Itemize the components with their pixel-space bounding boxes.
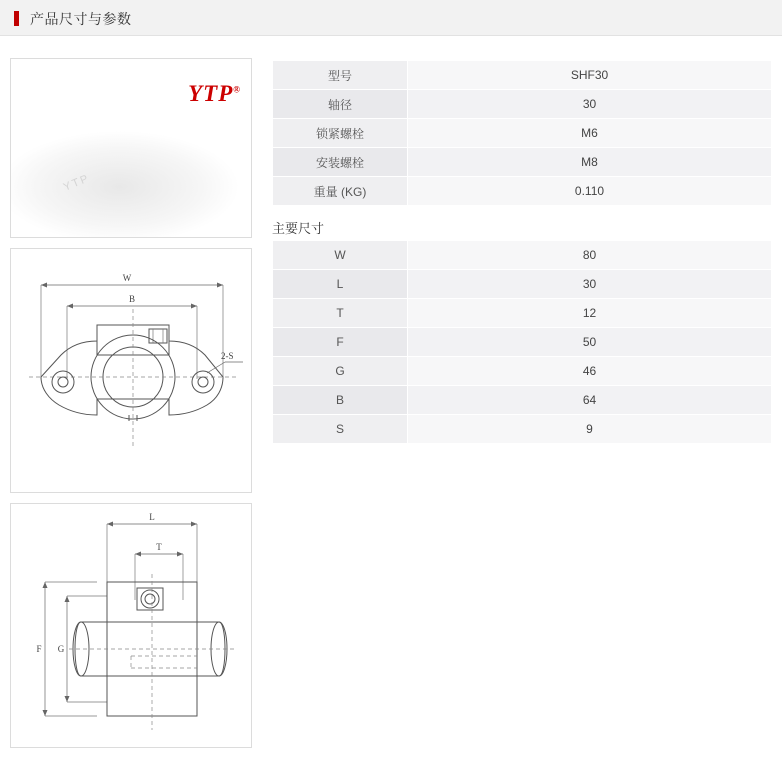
page-header (0, 0, 782, 36)
dim-value: 12 (408, 299, 772, 328)
spec-key: 型号 (273, 61, 408, 90)
dim-value: 50 (408, 328, 772, 357)
spec-value: SHF30 (408, 61, 772, 90)
dim-label-l: L (149, 512, 155, 522)
brand-logo (188, 81, 241, 107)
dim-key: W (273, 241, 408, 270)
dimension-table (272, 240, 772, 444)
dim-label-g: G (57, 644, 65, 654)
brand-logo-text: YTP (188, 81, 234, 106)
spec-key: 重量 (KG) (273, 177, 408, 206)
dim-key: L (273, 270, 408, 299)
table-row (273, 177, 772, 206)
page-title: 产品尺寸与参数 (30, 11, 132, 27)
product-photo (10, 58, 252, 238)
dim-key: T (273, 299, 408, 328)
front-view-drawing (10, 248, 252, 493)
table-row (273, 241, 772, 270)
table-row (273, 90, 772, 119)
spec-table (272, 60, 772, 206)
dim-key: B (273, 386, 408, 415)
table-row (273, 415, 772, 444)
table-row (273, 119, 772, 148)
dim-value: 46 (408, 357, 772, 386)
dim-label-b: B (128, 294, 136, 304)
dim-label-f: F (36, 644, 42, 654)
dim-key: F (273, 328, 408, 357)
side-view-drawing (10, 503, 252, 748)
table-row (273, 328, 772, 357)
dim-label-2s: 2-S (221, 351, 234, 361)
dim-key: S (273, 415, 408, 444)
table-row (273, 270, 772, 299)
dim-value: 80 (408, 241, 772, 270)
side-view-svg (11, 504, 251, 747)
table-row (273, 61, 772, 90)
spec-value: 0.110 (408, 177, 772, 206)
spec-key: 锁紧螺栓 (273, 119, 408, 148)
spec-key: 安装螺栓 (273, 148, 408, 177)
photo-watermark: YTP (61, 172, 92, 194)
dimension-section-title: 主要尺寸 (272, 221, 325, 236)
dim-value: 30 (408, 270, 772, 299)
spec-key: 轴径 (273, 90, 408, 119)
dim-label-w: W (122, 273, 132, 283)
brand-logo-registered: ® (233, 84, 241, 95)
dim-label-t: T (156, 542, 162, 552)
spec-value: 30 (408, 90, 772, 119)
spec-value: M8 (408, 148, 772, 177)
table-row (273, 357, 772, 386)
table-row (273, 299, 772, 328)
spec-value: M6 (408, 119, 772, 148)
header-accent-bar (14, 11, 19, 26)
dim-key: G (273, 357, 408, 386)
table-row (273, 148, 772, 177)
dim-value: 9 (408, 415, 772, 444)
dim-value: 64 (408, 386, 772, 415)
table-row (273, 386, 772, 415)
front-view-svg (11, 249, 251, 492)
